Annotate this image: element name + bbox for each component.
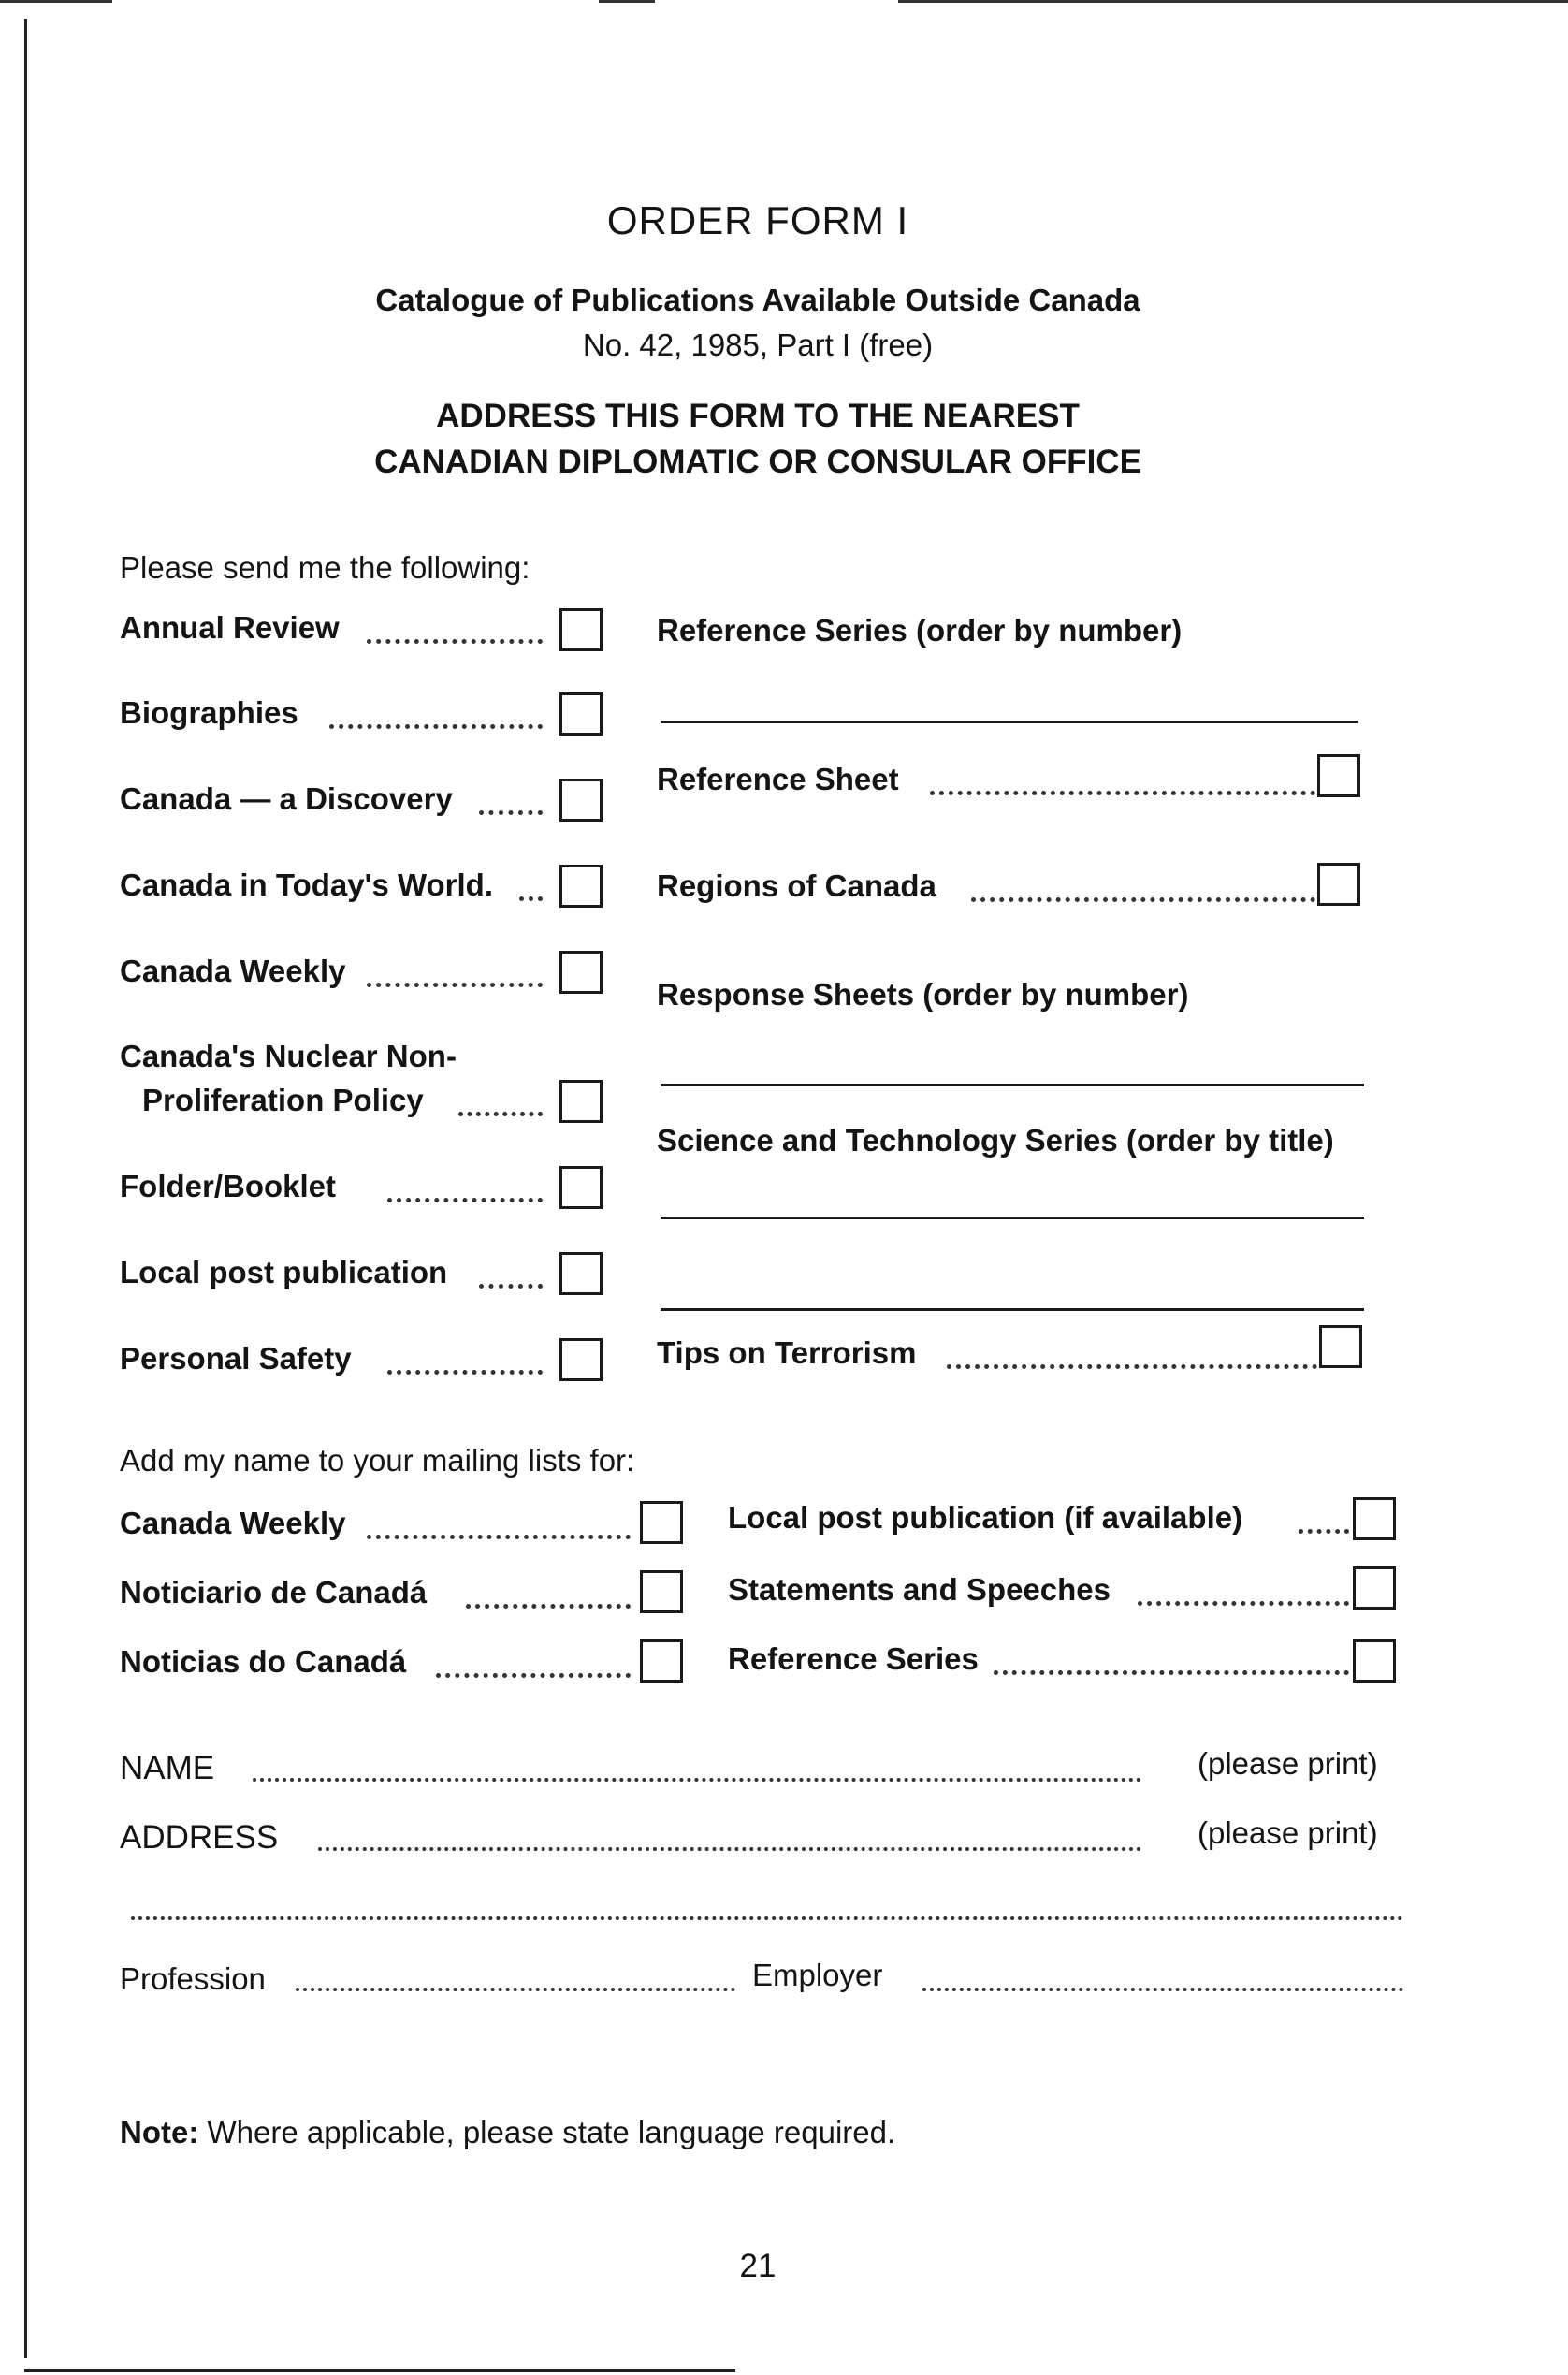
item-local-post-publication: Local post publication xyxy=(120,1255,448,1289)
dot-leader xyxy=(329,724,543,729)
catalogue-title: Catalogue of Publications Available Outside Canada xyxy=(375,283,1140,317)
page-edge-top xyxy=(898,0,1568,3)
dot-leader xyxy=(367,1535,631,1539)
note-label: Note: xyxy=(120,2115,199,2149)
mailing-noticias-do-canada: Noticias do Canadá xyxy=(120,1644,407,1679)
dot-leader xyxy=(930,791,1315,795)
mailing-canada-weekly: Canada Weekly xyxy=(120,1506,346,1540)
item-canada-a-discovery: Canada — a Discovery xyxy=(120,781,453,816)
form-title: ORDER FORM I xyxy=(606,198,909,242)
address-field[interactable] xyxy=(318,1847,1141,1851)
checkbox-mailing-reference-series[interactable] xyxy=(1353,1639,1396,1683)
note-text: Where applicable, please state language required. xyxy=(207,2115,896,2149)
address-instruction-line1: ADDRESS THIS FORM TO THE NEAREST xyxy=(436,398,1080,434)
dot-leader xyxy=(1299,1529,1349,1534)
checkbox-regions-of-canada[interactable] xyxy=(1317,863,1360,906)
mailing-noticiario-de-canada: Noticiario de Canadá xyxy=(120,1575,428,1610)
item-biographies: Biographies xyxy=(120,695,298,730)
dot-leader xyxy=(479,810,543,815)
mailing-reference-series: Reference Series xyxy=(728,1641,979,1676)
name-label: NAME xyxy=(120,1750,215,1786)
item-nuclear-policy-line1: Canada's Nuclear Non- xyxy=(120,1039,457,1073)
dot-leader xyxy=(436,1673,631,1678)
name-hint: (please print) xyxy=(1198,1746,1378,1781)
checkbox-folder-booklet[interactable] xyxy=(559,1166,603,1209)
checkbox-local-post-publication[interactable] xyxy=(559,1252,603,1295)
dot-leader xyxy=(387,1370,543,1375)
profession-label: Profession xyxy=(120,1961,266,1996)
response-sheets-entry-line[interactable] xyxy=(661,1084,1364,1086)
checkbox-canada-in-todays-world[interactable] xyxy=(559,865,603,908)
item-canada-in-todays-world: Canada in Today's World. xyxy=(120,867,494,902)
checkbox-annual-review[interactable] xyxy=(559,608,603,651)
employer-label: Employer xyxy=(752,1958,883,1992)
checkbox-canada-a-discovery[interactable] xyxy=(559,779,603,822)
employer-field[interactable] xyxy=(922,1988,1403,1991)
item-tips-on-terrorism: Tips on Terrorism xyxy=(657,1335,917,1370)
dot-leader xyxy=(367,983,543,987)
reference-series-entry-line[interactable] xyxy=(661,721,1358,723)
checkbox-mailing-noticias[interactable] xyxy=(640,1639,683,1683)
science-tech-entry-line-2[interactable] xyxy=(661,1308,1364,1311)
checkbox-personal-safety[interactable] xyxy=(559,1338,603,1381)
address-label: ADDRESS xyxy=(120,1819,279,1856)
checkbox-mailing-noticiario[interactable] xyxy=(640,1570,683,1613)
item-reference-sheet: Reference Sheet xyxy=(657,762,899,796)
dot-leader xyxy=(519,896,543,901)
dot-leader xyxy=(994,1670,1349,1675)
send-heading: Please send me the following: xyxy=(120,550,530,585)
item-canada-weekly: Canada Weekly xyxy=(120,954,346,988)
checkbox-canada-weekly[interactable] xyxy=(559,951,603,994)
item-science-technology-series: Science and Technology Series (order by title) xyxy=(657,1123,1334,1158)
catalogue-edition: No. 42, 1985, Part I (free) xyxy=(582,328,934,362)
item-reference-series: Reference Series (order by number) xyxy=(657,613,1183,648)
profession-field[interactable] xyxy=(296,1988,735,1991)
dot-leader xyxy=(947,1364,1317,1369)
checkbox-reference-sheet[interactable] xyxy=(1317,754,1360,797)
mailing-heading: Add my name to your mailing lists for: xyxy=(120,1443,635,1478)
note xyxy=(120,2115,895,2150)
checkbox-tips-on-terrorism[interactable] xyxy=(1319,1325,1362,1368)
dot-leader xyxy=(479,1284,543,1289)
address-field-line-2[interactable] xyxy=(131,1916,1403,1920)
page-edge-left xyxy=(24,19,27,2358)
dot-leader xyxy=(971,897,1315,902)
name-field[interactable] xyxy=(253,1778,1141,1782)
checkbox-nuclear-policy[interactable] xyxy=(559,1080,603,1123)
dot-leader xyxy=(1138,1601,1349,1606)
item-folder-booklet: Folder/Booklet xyxy=(120,1169,337,1203)
checkbox-biographies[interactable] xyxy=(559,692,603,736)
dot-leader xyxy=(367,639,543,644)
mailing-local-post-publication: Local post publication (if available) xyxy=(728,1500,1243,1535)
dot-leader xyxy=(458,1112,543,1116)
science-tech-entry-line-1[interactable] xyxy=(661,1217,1364,1219)
item-annual-review: Annual Review xyxy=(120,610,340,645)
item-personal-safety: Personal Safety xyxy=(120,1341,352,1376)
checkbox-mailing-local-post[interactable] xyxy=(1353,1497,1396,1540)
dot-leader xyxy=(387,1198,543,1202)
checkbox-mailing-statements[interactable] xyxy=(1353,1566,1396,1610)
item-response-sheets: Response Sheets (order by number) xyxy=(657,977,1189,1012)
item-nuclear-policy-line2: Proliferation Policy xyxy=(142,1083,424,1117)
page-edge-top xyxy=(0,0,112,3)
item-regions-of-canada: Regions of Canada xyxy=(657,868,936,903)
checkbox-mailing-canada-weekly[interactable] xyxy=(640,1501,683,1544)
mailing-statements-and-speeches: Statements and Speeches xyxy=(728,1572,1111,1607)
page-number: 21 xyxy=(739,2248,777,2284)
dot-leader xyxy=(466,1604,631,1609)
address-hint: (please print) xyxy=(1198,1815,1378,1850)
address-instruction-line2: CANADIAN DIPLOMATIC OR CONSULAR OFFICE xyxy=(374,444,1141,480)
page-edge-bottom xyxy=(24,2369,735,2372)
page-edge-top xyxy=(599,0,655,3)
